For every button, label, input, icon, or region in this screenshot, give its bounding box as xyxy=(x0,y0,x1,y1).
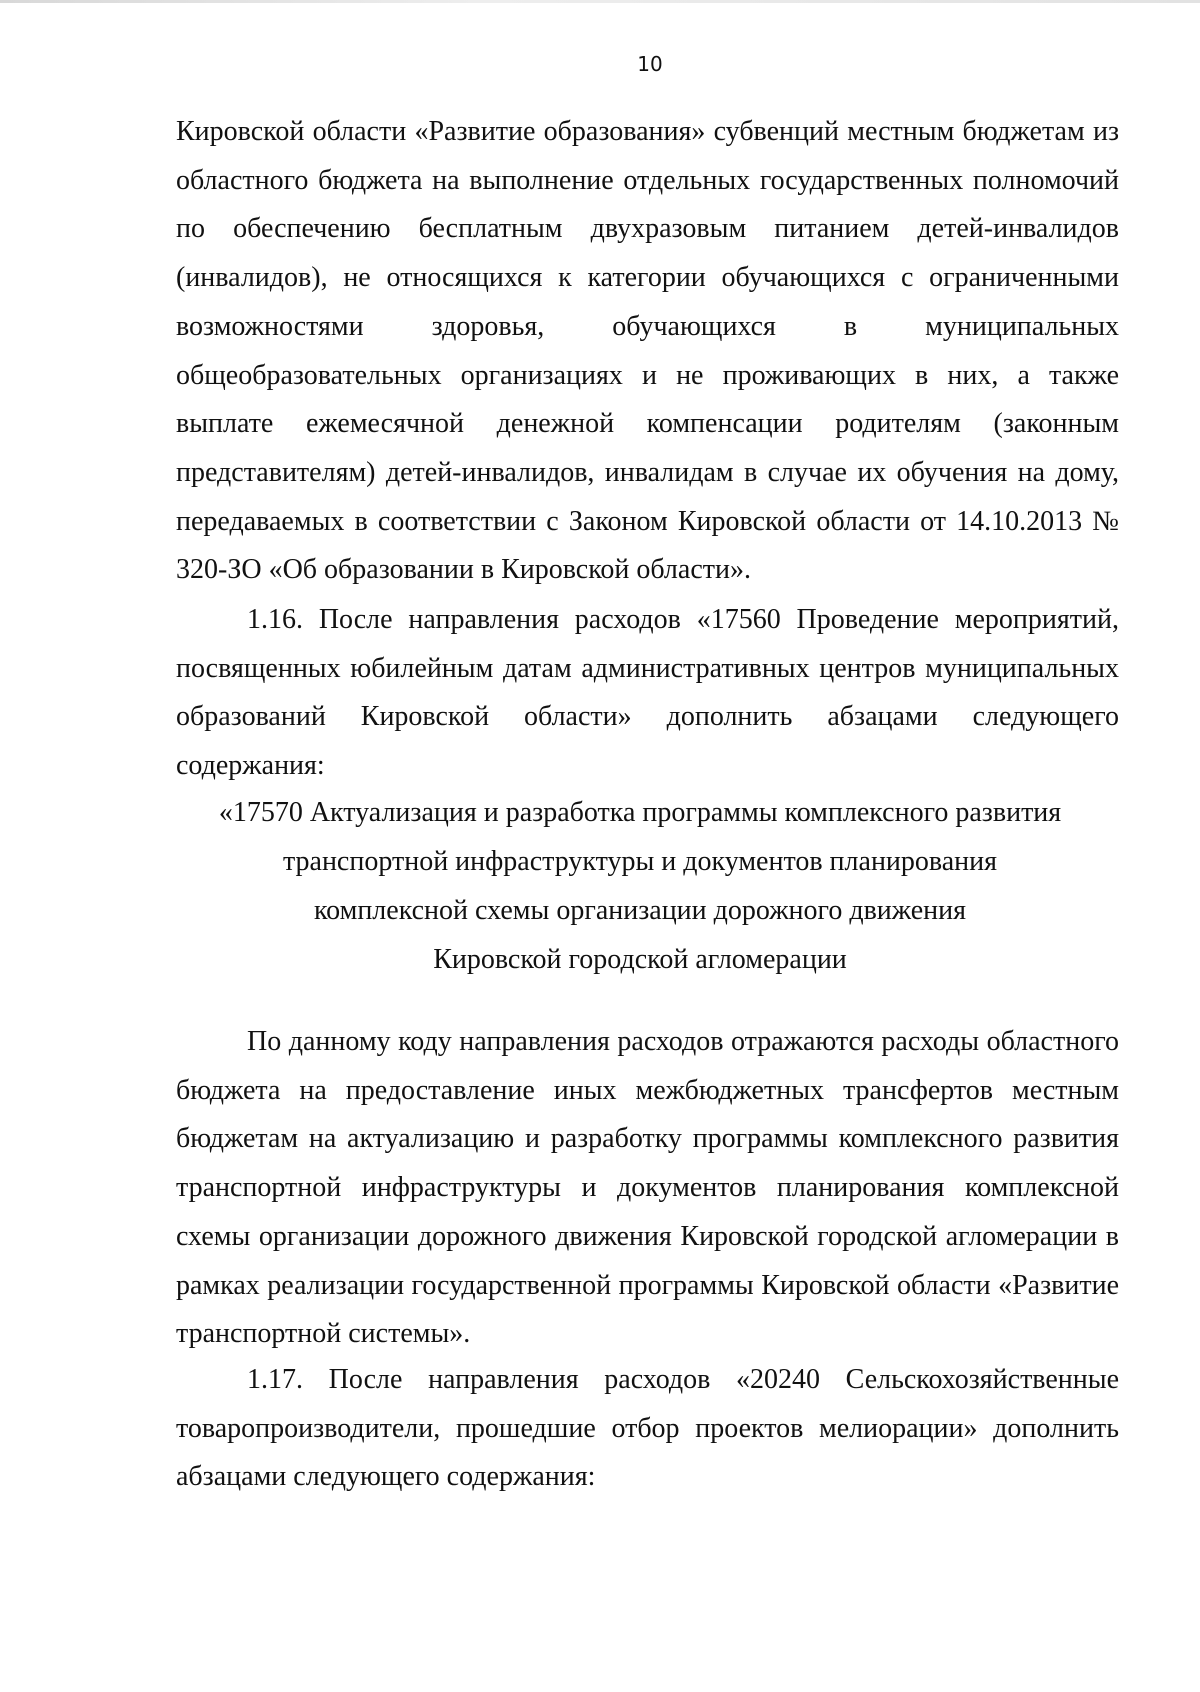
paragraph-continuation: Кировской области «Развитие образования» субвенций местным бюджетам из областного бюджета на выполнение отдельных государственных полномочий по обеспечению бесплатным двухразовым питанием детей-инвалидов (инвалидов), не относящихся к категории обучающихся с ограниченными возможностями здоровья, обучающихся в муниципальных общеобразовательных организациях и не проживающих в них, а также выплате ежемесячной денежной компенсации родителям (законным представителям) детей-инвалидов, инвалидам в случае их обучения на дому, передаваемых в соответствии с Законом Кировской области от 14.10.2013 № 320-ЗО «Об образовании в Кировской области». xyxy=(176,116,1119,586)
heading-line: комплексной схемы организации дорожного движения xyxy=(313,895,967,926)
heading-line: «17570 Актуализация и разработка программы комплексного развития xyxy=(218,797,1062,828)
scan-edge xyxy=(0,0,1200,3)
paragraph-item-1-16: 1.16. После направления расходов «17560 Проведение мероприятий, посвященных юбилейным датам административных центров муниципальных образований Кировской области» дополнить абзацами следующего содержания: xyxy=(176,604,1119,782)
paragraph-description: По данному коду направления расходов отражаются расходы областного бюджета на предоставление иных межбюджетных трансфертов местным бюджетам на актуализацию и разработку программы комплексного развития транспортной инфраструктуры и документов планирования комплексной схемы организации дорожного движения Кировской городской агломерации в рамках реализации государственной программы Кировской области «Развитие транспортной системы». xyxy=(176,1026,1119,1350)
expense-code-heading xyxy=(200,788,1080,984)
heading-line: транспортной инфраструктуры и документов планирования xyxy=(282,846,998,877)
paragraph-item-1-17: 1.17. После направления расходов «20240 Сельскохозяйственные товаропроизводители, прошедшие отбор проектов мелиорации» дополнить абзацами следующего содержания: xyxy=(176,1364,1119,1493)
page-number: 10 xyxy=(637,52,663,76)
heading-line: Кировской городской агломерации xyxy=(433,944,847,975)
